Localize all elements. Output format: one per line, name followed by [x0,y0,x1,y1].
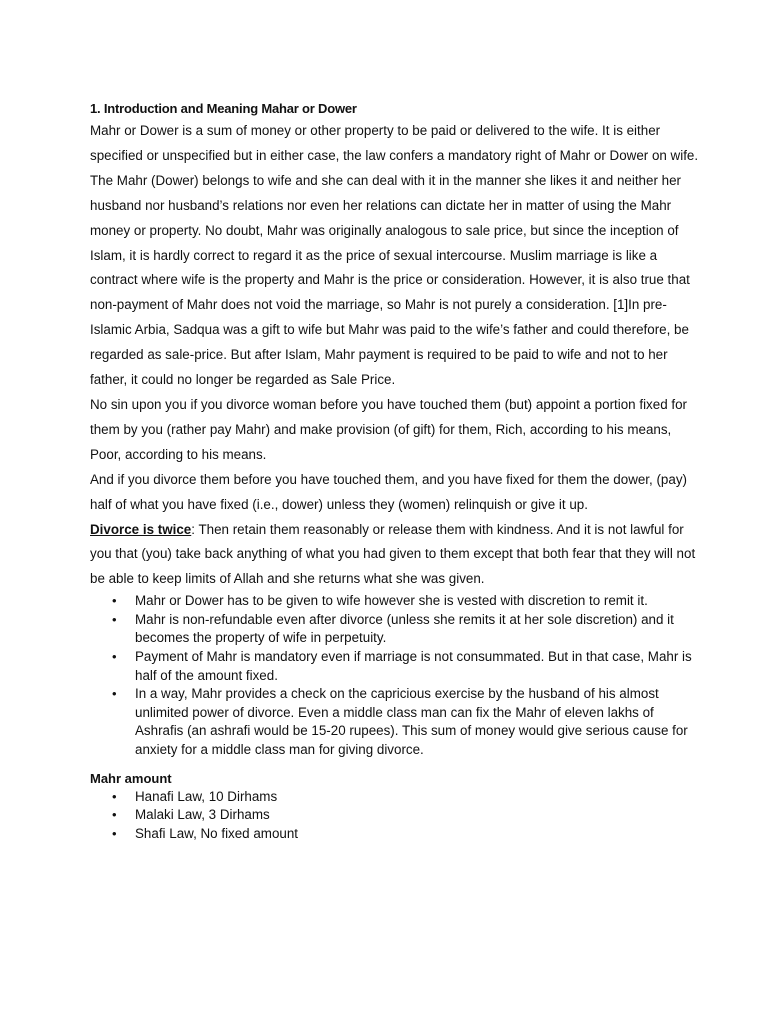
document-page [90,99,700,843]
list-item-text: Hanafi Law, 10 Dirhams [135,788,278,804]
divorce-twice-colon: : [191,521,195,537]
list-item [90,788,700,807]
paragraph-divorce-twice [90,518,700,593]
divorce-twice-text: Then retain them reasonably or release them with kindness. And it is not lawful for you that (you) take back anything of what you had given to them except that both fear that they will not be able to keep limits of Allah and she returns what she was given. [90,521,696,587]
list-item [90,648,700,685]
paragraph-half-dower: And if you divorce them before you have touched them, and you have fixed for them the dower, (pay) half of what you have fixed (i.e., dower) unless they (women) relinquish or give it up. [90,471,687,512]
list-item [90,592,700,611]
document-heading: 1. Introduction and Meaning Mahar or Dower [90,101,357,116]
list-item-text: Malaki Law, 3 Dirhams [135,807,270,823]
bullet-icon: • [112,825,117,841]
list-item [90,611,700,648]
list-item-text: Payment of Mahr is mandatory even if marriage is not consummated. But in that case, Mahr is half of the amount fixed. [135,649,692,683]
list-item [90,825,700,844]
list-item-text: In a way, Mahr provides a check on the capricious exercise by the husband of his almost unlimited power of divorce. Even a middle class man can fix the Mahr of eleven lakhs of Ashrafis (an ashrafi would be 15-20 rupees). This sum of money would give serious cause for anxiety for a middle class man for giving divorce. [135,686,688,757]
mahr-points-list [90,592,700,759]
list-item [90,685,700,759]
paragraph-definition: Mahr or Dower is a sum of money or other property to be paid or delivered to the wife. It is either specified or unspecified but in either case, the law confers a mandatory right of Mahr or Dower on wife. [90,123,699,163]
list-item [90,806,700,825]
bullet-icon: • [112,788,117,804]
bullet-icon: • [112,593,117,609]
list-item-text: Mahr or Dower has to be given to wife however she is vested with discretion to remit it. [135,593,648,609]
bullet-icon: • [112,686,117,702]
bullet-icon: • [112,611,117,627]
list-item-text: Shafi Law, No fixed amount [135,825,299,841]
divorce-twice-label: Divorce is twice [90,521,192,537]
list-item-text: Mahr is non-refundable even after divorce (unless she remits it at her sole discretion) and it becomes the property of wife in perpetuity. [135,611,674,646]
paragraph-ownership: The Mahr (Dower) belongs to wife and she can deal with it in the manner she likes it and neither her husband nor husband’s relations nor even her relations can dictate her in matter of using the Mahr money or property. No doubt, Mahr was originally analogous to sale price, but since the inception of Islam, it is hardly correct to regard it as the price of sexual intercourse. Muslim marriage is like a contract where wife is the property and Mahr is the price or consideration. However, it is also true that non-payment of Mahr does not void the marriage, so Mahr is not purely a consideration. [1]In pre-Islamic Arbia, Sadqua was a gift to wife but Mahr was paid to the wife’s father and could therefore, be regarded as sale-price. But after Islam, Mahr payment is required to be paid to wife and not to her father, it could no longer be regarded as Sale Price. [90,172,690,388]
mahr-amount-heading: Mahr amount [90,770,172,786]
bullet-icon: • [112,649,117,664]
mahr-amount-list [90,788,700,844]
paragraph-no-sin: No sin upon you if you divorce woman before you have touched them (but) appoint a portion fixed for them by you (rather pay Mahr) and make provision (of gift) for them, Rich, according to his means, Poor, according to his means. [90,396,687,462]
bullet-icon: • [112,807,117,823]
